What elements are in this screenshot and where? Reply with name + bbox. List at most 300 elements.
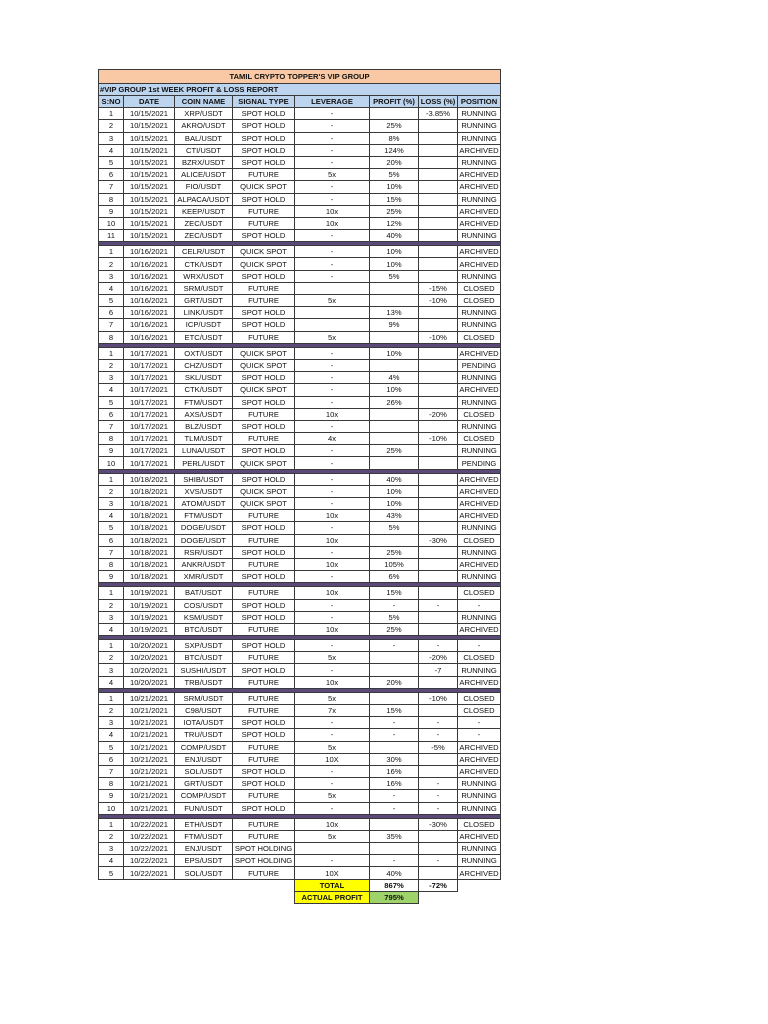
cell-date: 10/16/2021 <box>124 319 175 331</box>
table-row <box>99 445 501 457</box>
cell-position: - <box>458 717 501 729</box>
cell-loss: -30% <box>419 534 458 546</box>
cell-coin: ETC/USDT <box>175 331 233 343</box>
cell-date: 10/18/2021 <box>124 498 175 510</box>
cell-profit: 5% <box>370 611 419 623</box>
table-row <box>99 611 501 623</box>
cell-sno: 1 <box>99 347 124 359</box>
cell-coin: ENJ/USDT <box>175 843 233 855</box>
cell-leverage <box>295 843 370 855</box>
cell-date: 10/16/2021 <box>124 246 175 258</box>
cell-coin: TLM/USDT <box>175 433 233 445</box>
cell-loss: -7 <box>419 664 458 676</box>
cell-position: ARCHIVED <box>459 511 499 521</box>
cell-sno: 5 <box>99 295 124 307</box>
cell-leverage: 5x <box>295 331 370 343</box>
cell-coin: ATOM/USDT <box>175 498 233 510</box>
cell-sno: 1 <box>99 473 124 485</box>
pnl-table <box>98 69 501 904</box>
cell-loss <box>419 156 458 168</box>
cell-signal: SPOT HOLD <box>233 640 295 652</box>
cell-signal: FUTURE <box>233 408 295 420</box>
cell-date: 10/15/2021 <box>124 205 175 217</box>
table-row <box>99 396 501 408</box>
cell-signal: FUTURE <box>233 205 295 217</box>
cell-loss: -30% <box>419 818 458 830</box>
cell-coin: KEEP/USDT <box>175 205 233 217</box>
cell-position: CLOSED <box>458 408 501 420</box>
cell-loss: -20% <box>419 408 458 420</box>
cell-profit: 25% <box>370 120 419 132</box>
cell-position: CLOSED <box>458 295 501 307</box>
cell-position: RUNNING <box>458 372 501 384</box>
cell-sno: 9 <box>99 571 124 583</box>
cell-leverage: 5x <box>295 790 370 802</box>
cell-signal: SPOT HOLD <box>233 473 295 485</box>
cell-coin: SOL/USDT <box>175 867 233 879</box>
table-row <box>99 319 501 331</box>
cell-date: 10/18/2021 <box>124 571 175 583</box>
cell-leverage: - <box>295 108 370 120</box>
cell-coin: ALPACA/USDT <box>175 193 233 205</box>
subtitle-row <box>99 84 501 96</box>
table-row <box>99 181 501 193</box>
cell-leverage: - <box>295 611 370 623</box>
cell-position: RUNNING <box>458 307 501 319</box>
cell-position: RUNNING <box>458 802 501 814</box>
cell-date: 10/17/2021 <box>124 408 175 420</box>
cell-position: - <box>458 599 501 611</box>
cell-loss <box>419 217 458 229</box>
cell-position: ARCHIVED <box>459 560 499 570</box>
cell-loss <box>419 587 458 599</box>
cell-sno: 3 <box>99 372 124 384</box>
cell-leverage: - <box>295 372 370 384</box>
table-row <box>99 640 501 652</box>
cell-profit: 25% <box>370 205 419 217</box>
cell-sno: 10 <box>99 217 124 229</box>
cell-position: CLOSED <box>458 652 501 664</box>
cell-leverage: 10x <box>295 587 370 599</box>
cell-loss <box>419 193 458 205</box>
cell-sno: 5 <box>99 156 124 168</box>
cell-coin: RSR/USDT <box>175 546 233 558</box>
cell-sno: 8 <box>99 193 124 205</box>
cell-loss <box>419 144 458 156</box>
cell-leverage: - <box>295 445 370 457</box>
cell-profit: 15% <box>370 193 419 205</box>
cell-position: RUNNING <box>458 230 501 242</box>
cell-position: RUNNING <box>458 193 501 205</box>
cell-sno: 6 <box>99 408 124 420</box>
cell-profit: - <box>370 855 419 867</box>
cell-position: RUNNING <box>458 108 501 120</box>
table-row <box>99 765 501 777</box>
table-row <box>99 473 501 485</box>
cell-leverage: - <box>295 420 370 432</box>
cell-leverage: 10x <box>295 205 370 217</box>
cell-profit: 25% <box>370 445 419 457</box>
cell-sno: 4 <box>99 144 124 156</box>
cell-sno: 6 <box>99 534 124 546</box>
cell-position: ARCHIVED <box>459 348 499 358</box>
cell-profit: 15% <box>370 705 419 717</box>
table-row <box>99 295 501 307</box>
cell-sno: 11 <box>99 230 124 242</box>
cell-leverage: - <box>295 270 370 282</box>
cell-signal: QUICK SPOT <box>233 347 295 359</box>
cell-coin: XRP/USDT <box>175 108 233 120</box>
cell-loss: - <box>419 778 458 790</box>
cell-profit: 6% <box>370 571 419 583</box>
cell-position: - <box>458 729 501 741</box>
cell-coin: SOL/USDT <box>175 765 233 777</box>
cell-position: ARCHIVED <box>459 145 499 155</box>
cell-coin: SHIB/USDT <box>175 473 233 485</box>
cell-loss <box>419 359 458 371</box>
cell-position: CLOSED <box>458 692 501 704</box>
cell-leverage: - <box>295 778 370 790</box>
table-row <box>99 534 501 546</box>
table-row <box>99 741 501 753</box>
table-row <box>99 510 501 522</box>
cell-signal: QUICK SPOT <box>233 457 295 469</box>
cell-signal: SPOT HOLD <box>233 319 295 331</box>
cell-leverage: - <box>295 230 370 242</box>
cell-loss <box>419 181 458 193</box>
cell-leverage: 5x <box>295 169 370 181</box>
cell-date: 10/22/2021 <box>124 867 175 879</box>
table-row <box>99 193 501 205</box>
cell-signal: SPOT HOLDING <box>233 855 295 867</box>
cell-profit <box>370 692 419 704</box>
cell-sno: 8 <box>99 558 124 570</box>
cell-coin: IOTA/USDT <box>175 717 233 729</box>
cell-position: CLOSED <box>458 705 501 717</box>
cell-sno: 1 <box>99 587 124 599</box>
table-row <box>99 144 501 156</box>
cell-loss: -10% <box>419 295 458 307</box>
cell-signal: SPOT HOLD <box>233 778 295 790</box>
cell-coin: FTM/USDT <box>175 830 233 842</box>
cell-loss: - <box>419 802 458 814</box>
cell-signal: QUICK SPOT <box>233 384 295 396</box>
cell-sno: 6 <box>99 169 124 181</box>
cell-position: RUNNING <box>458 571 501 583</box>
cell-loss: - <box>419 640 458 652</box>
col-header-position: POSITION <box>458 96 501 108</box>
cell-position: PENDING <box>458 359 501 371</box>
cell-loss <box>419 867 458 879</box>
cell-loss: -10% <box>419 331 458 343</box>
cell-date: 10/16/2021 <box>124 331 175 343</box>
cell-date: 10/15/2021 <box>124 132 175 144</box>
cell-sno: 7 <box>99 319 124 331</box>
cell-date: 10/16/2021 <box>124 270 175 282</box>
cell-profit: 13% <box>370 307 419 319</box>
cell-leverage: - <box>295 640 370 652</box>
cell-loss <box>419 457 458 469</box>
cell-sno: 7 <box>99 546 124 558</box>
cell-position: RUNNING <box>458 778 501 790</box>
cell-profit: 10% <box>370 258 419 270</box>
cell-position: ARCHIVED <box>459 182 499 192</box>
cell-sno: 1 <box>99 692 124 704</box>
cell-sno: 4 <box>99 384 124 396</box>
cell-signal: FUTURE <box>233 331 295 343</box>
cell-leverage: - <box>295 599 370 611</box>
cell-profit <box>370 282 419 294</box>
cell-sno: 4 <box>99 623 124 635</box>
cell-date: 10/17/2021 <box>124 347 175 359</box>
cell-leverage: - <box>295 664 370 676</box>
cell-date: 10/18/2021 <box>124 510 175 522</box>
cell-sno: 9 <box>99 205 124 217</box>
cell-profit <box>370 108 419 120</box>
table-row <box>99 457 501 469</box>
cell-position: RUNNING <box>458 664 501 676</box>
col-header-coin: COIN NAME <box>175 96 233 108</box>
table-row <box>99 753 501 765</box>
cell-loss <box>419 396 458 408</box>
cell-profit: 35% <box>370 830 419 842</box>
cell-sno: 1 <box>99 818 124 830</box>
cell-signal: SPOT HOLD <box>233 571 295 583</box>
cell-position: ARCHIVED <box>459 247 499 257</box>
cell-leverage: - <box>295 144 370 156</box>
cell-profit: 40% <box>370 867 419 879</box>
cell-date: 10/15/2021 <box>124 120 175 132</box>
cell-profit: - <box>370 729 419 741</box>
actual-profit-value: 795% <box>370 891 419 903</box>
cell-coin: C98/USDT <box>175 705 233 717</box>
cell-sno: 3 <box>99 664 124 676</box>
cell-leverage: - <box>295 717 370 729</box>
cell-coin: LINK/USDT <box>175 307 233 319</box>
cell-profit: 5% <box>370 522 419 534</box>
cell-leverage: - <box>295 546 370 558</box>
cell-leverage: - <box>295 457 370 469</box>
cell-loss <box>419 765 458 777</box>
cell-coin: AXS/USDT <box>175 408 233 420</box>
pnl-report-sheet <box>98 69 500 904</box>
cell-profit: 10% <box>370 384 419 396</box>
cell-sno: 5 <box>99 522 124 534</box>
cell-loss <box>419 611 458 623</box>
cell-date: 10/21/2021 <box>124 778 175 790</box>
table-row <box>99 205 501 217</box>
actual-spacer <box>99 891 295 903</box>
cell-leverage: 4x <box>295 433 370 445</box>
cell-coin: ANKR/USDT <box>175 558 233 570</box>
cell-loss <box>419 510 458 522</box>
cell-date: 10/21/2021 <box>124 705 175 717</box>
cell-position: ARCHIVED <box>459 624 499 634</box>
sheet-subtitle: #VIP GROUP 1st WEEK PROFIT & LOSS REPORT <box>99 84 501 96</box>
table-row <box>99 408 501 420</box>
cell-signal: QUICK SPOT <box>233 498 295 510</box>
cell-signal: FUTURE <box>233 753 295 765</box>
cell-leverage: - <box>295 181 370 193</box>
cell-signal: FUTURE <box>233 818 295 830</box>
total-row <box>99 879 501 891</box>
cell-coin: ALICE/USDT <box>175 169 233 181</box>
cell-profit: 25% <box>370 623 419 635</box>
cell-leverage: - <box>295 571 370 583</box>
cell-sno: 2 <box>99 485 124 497</box>
cell-profit: - <box>370 640 419 652</box>
table-row <box>99 778 501 790</box>
cell-leverage: 10x <box>295 534 370 546</box>
cell-coin: BAL/USDT <box>175 132 233 144</box>
cell-coin: BTC/USDT <box>175 652 233 664</box>
cell-coin: ICP/USDT <box>175 319 233 331</box>
cell-date: 10/15/2021 <box>124 217 175 229</box>
cell-date: 10/20/2021 <box>124 664 175 676</box>
cell-profit: 10% <box>370 181 419 193</box>
cell-signal: SPOT HOLD <box>233 522 295 534</box>
cell-date: 10/15/2021 <box>124 169 175 181</box>
table-row <box>99 705 501 717</box>
cell-signal: SPOT HOLD <box>233 108 295 120</box>
cell-coin: XMR/USDT <box>175 571 233 583</box>
cell-profit: - <box>370 717 419 729</box>
cell-coin: ETH/USDT <box>175 818 233 830</box>
actual-profit-row <box>99 891 501 903</box>
cell-leverage: 10x <box>295 558 370 570</box>
cell-sno: 5 <box>99 741 124 753</box>
cell-position: RUNNING <box>458 156 501 168</box>
cell-loss: -10% <box>419 433 458 445</box>
cell-position: ARCHIVED <box>459 767 499 777</box>
cell-coin: CTK/USDT <box>175 384 233 396</box>
cell-position: CLOSED <box>458 282 501 294</box>
cell-leverage: - <box>295 246 370 258</box>
cell-leverage <box>295 319 370 331</box>
cell-coin: ENJ/USDT <box>175 753 233 765</box>
cell-sno: 1 <box>99 640 124 652</box>
cell-coin: KSM/USDT <box>175 611 233 623</box>
cell-leverage: - <box>295 347 370 359</box>
cell-date: 10/19/2021 <box>124 611 175 623</box>
cell-position: RUNNING <box>458 546 501 558</box>
cell-coin: COS/USDT <box>175 599 233 611</box>
cell-signal: SPOT HOLD <box>233 132 295 144</box>
cell-sno: 7 <box>99 181 124 193</box>
cell-leverage: - <box>295 396 370 408</box>
cell-loss <box>419 830 458 842</box>
cell-date: 10/18/2021 <box>124 546 175 558</box>
table-row <box>99 571 501 583</box>
cell-signal: FUTURE <box>233 705 295 717</box>
table-row <box>99 676 501 688</box>
cell-signal: FUTURE <box>233 830 295 842</box>
cell-date: 10/21/2021 <box>124 765 175 777</box>
cell-position: ARCHIVED <box>459 831 499 841</box>
cell-coin: TRB/USDT <box>175 676 233 688</box>
table-row <box>99 623 501 635</box>
cell-sno: 2 <box>99 258 124 270</box>
cell-coin: EPS/USDT <box>175 855 233 867</box>
table-row <box>99 818 501 830</box>
cell-profit <box>370 295 419 307</box>
cell-profit <box>370 741 419 753</box>
cell-date: 10/20/2021 <box>124 640 175 652</box>
cell-profit <box>370 652 419 664</box>
cell-sno: 4 <box>99 510 124 522</box>
cell-signal: SPOT HOLD <box>233 420 295 432</box>
col-header-date: DATE <box>124 96 175 108</box>
cell-leverage: - <box>295 120 370 132</box>
cell-coin: ZEC/USDT <box>175 217 233 229</box>
cell-signal: FUTURE <box>233 534 295 546</box>
cell-profit: 43% <box>370 510 419 522</box>
cell-leverage: 5x <box>295 692 370 704</box>
cell-leverage: 10x <box>295 676 370 688</box>
cell-leverage: 10x <box>295 623 370 635</box>
table-row <box>99 790 501 802</box>
col-header-loss: LOSS (%) <box>419 96 458 108</box>
cell-date: 10/21/2021 <box>124 802 175 814</box>
cell-leverage: - <box>295 498 370 510</box>
cell-position: ARCHIVED <box>459 474 499 484</box>
col-header-signal: SIGNAL TYPE <box>233 96 295 108</box>
cell-profit <box>370 843 419 855</box>
cell-loss <box>419 420 458 432</box>
cell-loss <box>419 522 458 534</box>
table-row <box>99 599 501 611</box>
cell-date: 10/21/2021 <box>124 729 175 741</box>
cell-sno: 2 <box>99 652 124 664</box>
cell-signal: SPOT HOLD <box>233 144 295 156</box>
cell-profit <box>370 818 419 830</box>
cell-coin: WRX/USDT <box>175 270 233 282</box>
cell-profit: 105% <box>370 558 419 570</box>
cell-sno: 5 <box>99 867 124 879</box>
cell-position: RUNNING <box>458 132 501 144</box>
cell-profit: 4% <box>370 372 419 384</box>
cell-signal: SPOT HOLD <box>233 372 295 384</box>
cell-date: 10/17/2021 <box>124 384 175 396</box>
cell-signal: FUTURE <box>233 676 295 688</box>
cell-leverage: - <box>295 132 370 144</box>
cell-signal: SPOT HOLD <box>233 599 295 611</box>
cell-sno: 9 <box>99 790 124 802</box>
cell-coin: CHZ/USDT <box>175 359 233 371</box>
cell-profit: 10% <box>370 347 419 359</box>
cell-profit <box>370 433 419 445</box>
cell-signal: FUTURE <box>233 692 295 704</box>
cell-leverage: - <box>295 359 370 371</box>
table-row <box>99 664 501 676</box>
cell-loss <box>419 571 458 583</box>
cell-leverage: - <box>295 384 370 396</box>
cell-sno: 8 <box>99 331 124 343</box>
cell-date: 10/17/2021 <box>124 433 175 445</box>
cell-signal: SPOT HOLD <box>233 802 295 814</box>
cell-date: 10/15/2021 <box>124 156 175 168</box>
cell-date: 10/19/2021 <box>124 587 175 599</box>
cell-signal: QUICK SPOT <box>233 258 295 270</box>
cell-loss: - <box>419 790 458 802</box>
cell-position: CLOSED <box>458 587 501 599</box>
cell-signal: SPOT HOLD <box>233 717 295 729</box>
cell-profit <box>370 534 419 546</box>
table-body <box>99 70 501 904</box>
cell-profit: 5% <box>370 270 419 282</box>
cell-sno: 1 <box>99 108 124 120</box>
cell-signal: SPOT HOLD <box>233 445 295 457</box>
